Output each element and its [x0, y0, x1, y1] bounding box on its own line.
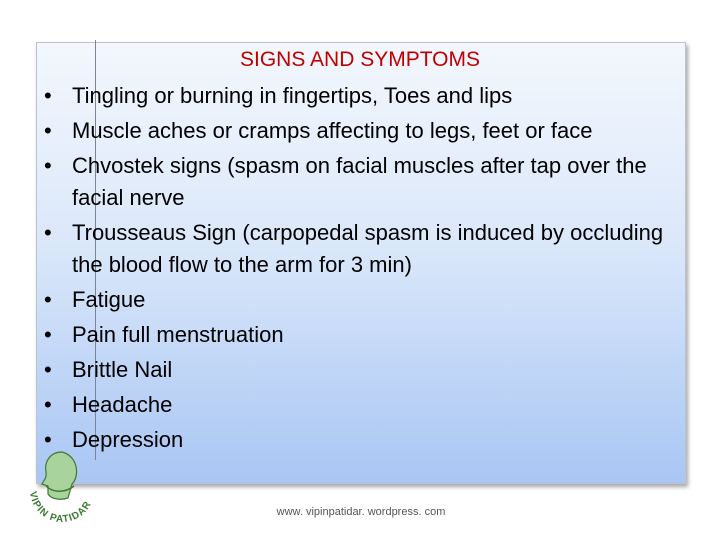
list-item [44, 424, 664, 456]
list-item-text: Chvostek signs (spasm on facial muscles after tap over the facial nerve [72, 153, 647, 210]
list-item [44, 115, 664, 147]
list-item [44, 217, 664, 281]
list-item [44, 389, 664, 421]
bullet-icon: • [44, 322, 52, 347]
footer-url: www. vipinpatidar. wordpress. com [276, 506, 446, 518]
list-item-text: Depression [72, 427, 184, 452]
list-item [44, 354, 664, 386]
bullet-icon: • [44, 392, 52, 417]
list-item [44, 284, 664, 316]
list-item-text: Pain full menstruation [72, 322, 284, 347]
list-item [44, 319, 664, 351]
list-item [44, 150, 664, 214]
footer [0, 506, 720, 518]
slide-title-text: SIGNS AND SYMPTOMS [240, 48, 480, 71]
logo-text: VIPIN PATIDAR [26, 490, 95, 526]
bullet-icon: • [44, 220, 52, 245]
list-item-text: Trousseaus Sign (carpopedal spasm is induced by occluding the blood flow to the arm for 3 min) [72, 220, 664, 277]
list-item-text: Fatigue [72, 287, 146, 312]
bullet-icon: • [44, 83, 52, 108]
list-item [44, 80, 664, 112]
bullet-icon: • [44, 118, 52, 143]
list-item-text: Headache [72, 392, 173, 417]
list-item-text: Muscle aches or cramps affecting to legs, feet or face [72, 118, 593, 143]
bullet-icon: • [44, 153, 52, 178]
bullet-icon: • [44, 357, 52, 382]
list-item-text: Brittle Nail [72, 357, 173, 382]
symptom-list [44, 80, 664, 459]
list-item-text: Tingling or burning in fingertips, Toes and lips [72, 83, 513, 108]
bullet-icon: • [44, 287, 52, 312]
bullet-icon: • [44, 427, 52, 452]
head-silhouette-icon [42, 452, 77, 499]
slide-title [0, 46, 720, 74]
